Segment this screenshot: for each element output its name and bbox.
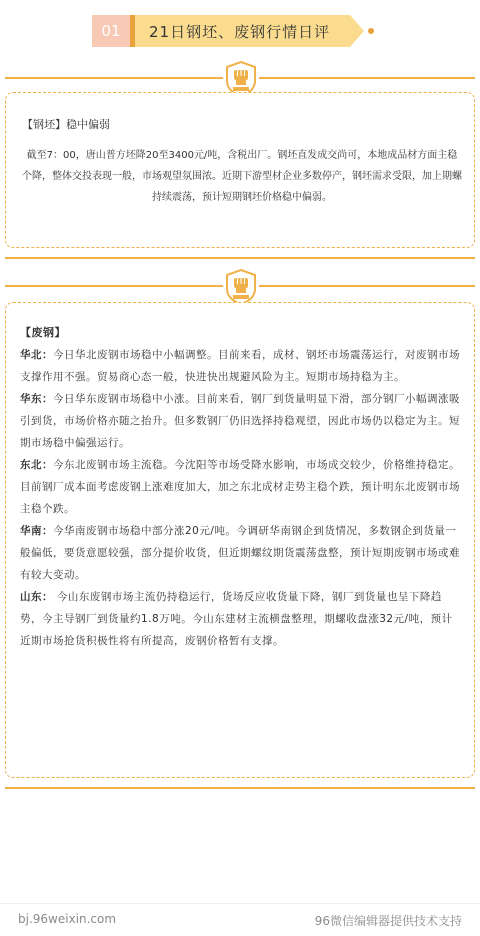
region-label: 华南： <box>20 525 53 537</box>
region-paragraph <box>20 388 460 454</box>
footer-site-link[interactable]: bj.96weixin.com <box>18 912 117 926</box>
steel-billet-text: 截至7：00，唐山普方坯降20至3400元/吨，含税出厂。钢坯直发成交尚可，本地成品材方面主稳个降，整体交投表现一般，市场观望氛围浓。近期下游型材企业多数停产，钢坯需求受限，加上期螺持续震荡，预计短期钢坯价格稳中偏弱。 <box>22 150 462 203</box>
scrap-steel-section <box>20 322 460 652</box>
steel-billet-heading: 【钢坯】稳中偏弱 <box>22 118 110 131</box>
region-text: 今日华北废钢市场稳中小幅调整。目前来看，成材、钢坯市场震荡运行，对废钢市场支撑作用不强。贸易商心态一般，快进快出规避风险为主。短期市场持稳为主。 <box>20 349 460 383</box>
header-dot <box>368 28 374 34</box>
header-arrow <box>350 15 364 47</box>
section-title: 21日钢坯、废钢行情日评 <box>135 15 350 47</box>
region-text: 今华南废钢市场稳中部分涨20元/吨。今调研华南钢企到货情况，多数钢企到货量一般偏低，要货意愿较强，部分提价收货，但近期螺纹期货震荡盘整，预计短期废钢市场或难有较大变动。 <box>20 525 460 581</box>
footer <box>0 903 480 936</box>
region-text: 今东北废钢市场主流稳。今沈阳等市场受降水影响，市场成交较少，价格维持稳定。目前钢厂成本面考虑废钢上涨难度加大，加之东北成材走势主稳个跌，预计明东北废钢市场主稳个跌。 <box>20 459 460 515</box>
region-label: 山东： <box>20 591 53 603</box>
divider-2 <box>5 268 475 306</box>
region-paragraph <box>20 454 460 520</box>
steel-billet-section <box>22 114 462 208</box>
region-label: 东北： <box>20 459 53 471</box>
section-header <box>92 15 374 47</box>
region-paragraph <box>20 520 460 586</box>
region-paragraph <box>20 344 460 388</box>
region-label: 华北： <box>20 349 53 361</box>
fist-badge-icon <box>223 268 259 306</box>
scrap-steel-heading: 【废钢】 <box>20 326 66 339</box>
section-number: 01 <box>92 15 130 47</box>
footer-credit: 96微信编辑器提供技术支持 <box>314 914 462 928</box>
region-label: 华东： <box>20 393 53 405</box>
section-edge-line <box>5 257 475 259</box>
region-text: 今日华东废钢市场稳中小涨。目前来看，钢厂到货量明显下滑，部分钢厂小幅调涨吸引到货，市场价格亦随之抬升。但多数钢厂仍旧选择持稳观望，因此市场仍以稳定为主。短期市场稳中偏强运行。 <box>20 393 460 449</box>
region-paragraph <box>20 586 460 652</box>
section-edge-line <box>5 787 475 789</box>
region-text: 今山东废钢市场主流仍持稳运行，货场反应收货量下降，钢厂到货量也呈下降趋势，今主导钢厂到货量约1.8万吨。今山东建材主流横盘整理，期螺收盘涨32元/吨，预计近期市场抢货积极性将有所提高，废钢价格暂有支撑。 <box>20 591 453 647</box>
